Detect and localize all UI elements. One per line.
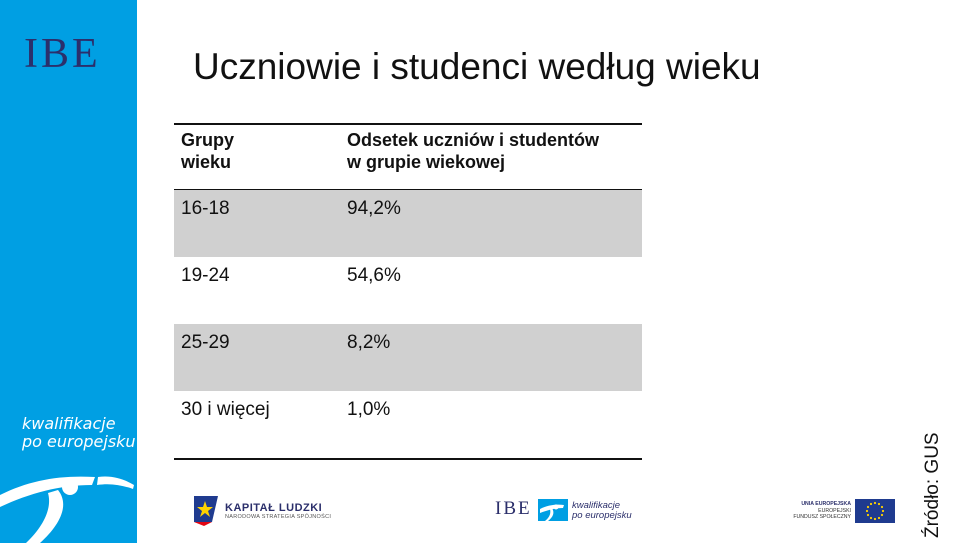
table-row	[174, 190, 642, 257]
ibe-footer-logo: IBE	[495, 498, 532, 519]
cell-value: 54,6%	[347, 265, 401, 286]
header-share-line1: Odsetek uczniów i studentów	[347, 130, 600, 150]
eu-line2: EUROPEJSKI	[818, 507, 851, 514]
running-person-icon	[0, 455, 137, 543]
star-flag-icon	[190, 492, 222, 526]
kwal-footer-line2: po europejsku	[572, 510, 632, 521]
eu-line1: UNIA EUROPEJSKA	[801, 501, 851, 507]
eu-line3: FUNDUSZ SPOŁECZNY	[793, 514, 851, 520]
kwalifikacje-footer-text	[572, 501, 632, 521]
cell-age: 19-24	[181, 265, 230, 286]
cell-age: 30 i więcej	[181, 399, 270, 420]
table-row	[174, 391, 642, 458]
header-age-group	[181, 129, 234, 173]
table-bottom-rule	[174, 458, 642, 460]
sidebar-tagline	[22, 415, 136, 451]
page-title: Uczniowie i studenci według wieku	[193, 46, 761, 87]
header-age-group-line2: wieku	[181, 152, 232, 172]
cell-age: 16-18	[181, 198, 230, 219]
tagline-line-2: po europejsku	[22, 432, 136, 451]
header-share-line2: w grupie wiekowej	[347, 152, 506, 172]
cell-value: 8,2%	[347, 332, 391, 353]
header-share	[347, 129, 599, 173]
header-age-group-line1: Grupy	[181, 130, 235, 150]
kapital-ludzki-logo	[225, 502, 331, 520]
cell-age: 25-29	[181, 332, 230, 353]
ibe-logo: IBE	[24, 31, 101, 77]
kwalifikacje-figure-icon	[538, 499, 568, 521]
sidebar	[0, 0, 137, 543]
kapital-ludzki-title: KAPITAŁ LUDZKI	[225, 502, 323, 514]
kapital-ludzki-subtitle: NARODOWA STRATEGIA SPÓJNOŚCI	[225, 514, 332, 520]
eu-fund-label	[785, 501, 851, 521]
cell-value: 1,0%	[347, 399, 391, 420]
eu-flag-icon	[855, 499, 895, 523]
kwal-footer-line1: kwalifikacje	[572, 500, 621, 511]
table-row	[174, 324, 642, 391]
source-note: Źródło: GUS	[922, 432, 943, 538]
tagline-line-1: kwalifikacje	[22, 414, 116, 433]
table-row	[174, 257, 642, 324]
table-top-rule	[174, 123, 642, 125]
cell-value: 94,2%	[347, 198, 401, 219]
